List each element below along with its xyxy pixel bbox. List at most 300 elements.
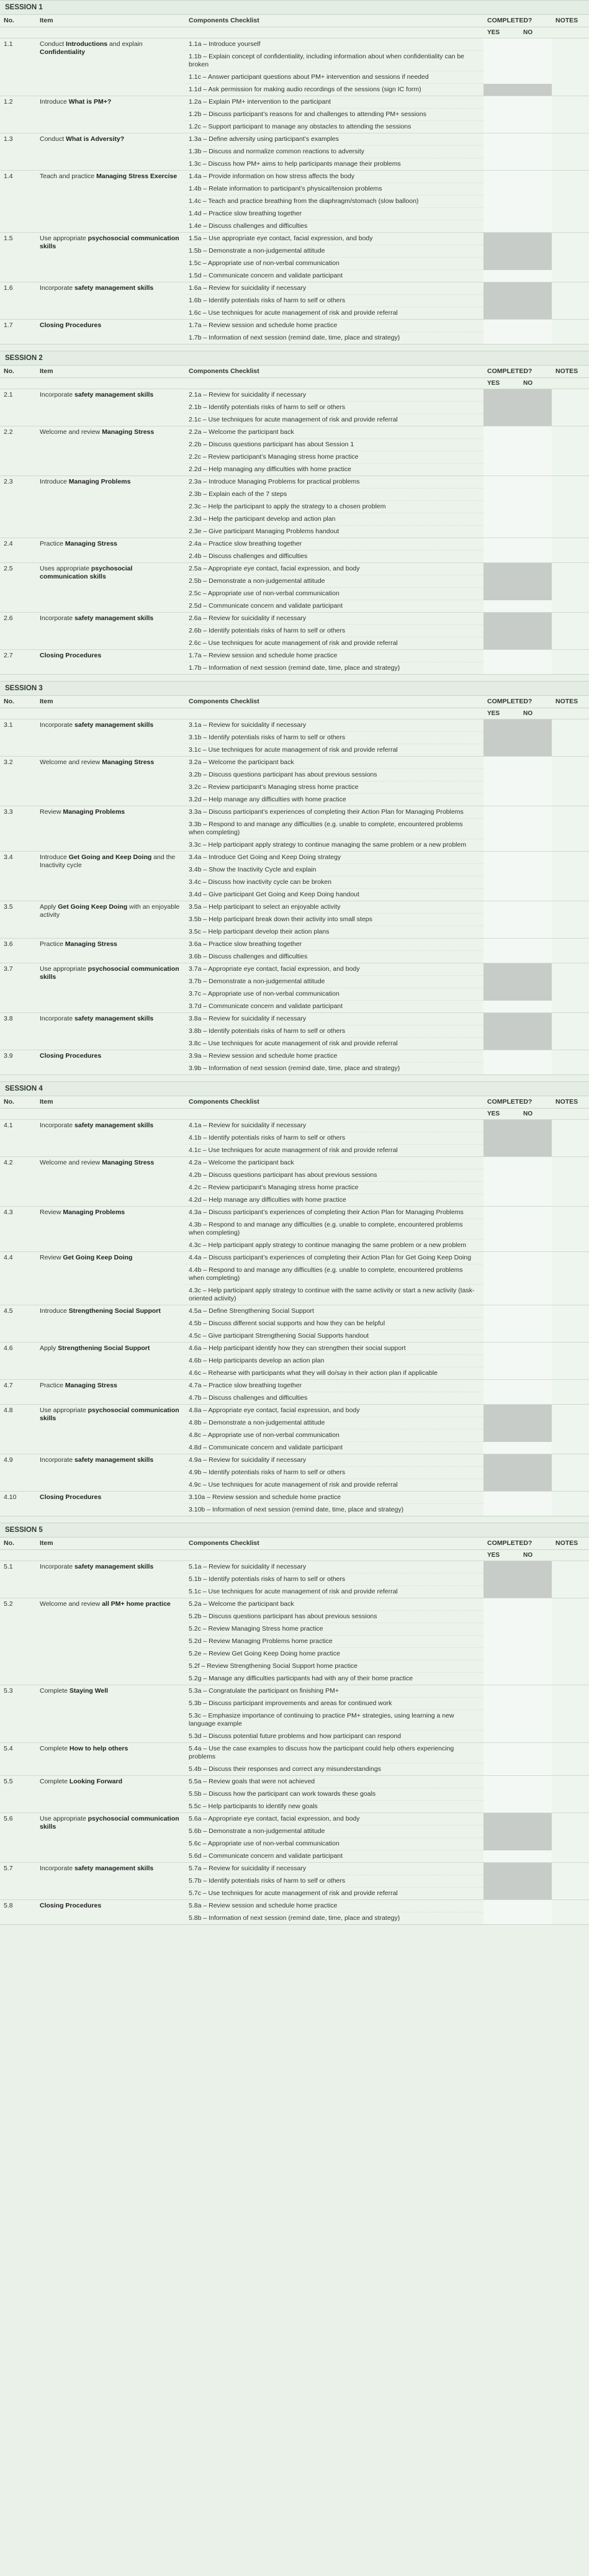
completed-no-cell[interactable] <box>519 951 552 963</box>
notes-cell[interactable] <box>552 1380 589 1392</box>
completed-no-cell[interactable] <box>519 538 552 551</box>
notes-cell[interactable] <box>552 769 589 781</box>
completed-yes-cell[interactable] <box>483 1219 519 1240</box>
completed-no-cell[interactable] <box>519 71 552 84</box>
completed-no-cell[interactable] <box>519 1648 552 1660</box>
completed-yes-cell[interactable] <box>483 208 519 220</box>
notes-cell[interactable] <box>552 513 589 526</box>
notes-cell[interactable] <box>552 819 589 839</box>
notes-cell[interactable] <box>552 551 589 563</box>
notes-cell[interactable] <box>552 926 589 939</box>
completed-yes-cell[interactable] <box>483 245 519 258</box>
notes-cell[interactable] <box>552 1623 589 1636</box>
completed-no-cell[interactable] <box>519 1182 552 1194</box>
completed-no-cell[interactable] <box>519 963 552 976</box>
completed-yes-cell[interactable] <box>483 876 519 889</box>
completed-yes-cell[interactable] <box>483 233 519 245</box>
notes-cell[interactable] <box>552 1430 589 1442</box>
notes-cell[interactable] <box>552 1467 589 1479</box>
completed-yes-cell[interactable] <box>483 307 519 320</box>
completed-yes-cell[interactable] <box>483 1863 519 1875</box>
notes-cell[interactable] <box>552 1698 589 1710</box>
notes-cell[interactable] <box>552 538 589 551</box>
completed-yes-cell[interactable] <box>483 1194 519 1207</box>
completed-no-cell[interactable] <box>519 889 552 901</box>
notes-cell[interactable] <box>552 1025 589 1038</box>
completed-yes-cell[interactable] <box>483 1673 519 1685</box>
completed-no-cell[interactable] <box>519 1063 552 1075</box>
completed-no-cell[interactable] <box>519 439 552 451</box>
completed-yes-cell[interactable] <box>483 1660 519 1673</box>
completed-yes-cell[interactable] <box>483 1343 519 1355</box>
completed-no-cell[interactable] <box>519 1120 552 1132</box>
completed-no-cell[interactable] <box>519 588 552 600</box>
completed-no-cell[interactable] <box>519 96 552 109</box>
completed-no-cell[interactable] <box>519 476 552 489</box>
completed-no-cell[interactable] <box>519 84 552 96</box>
completed-yes-cell[interactable] <box>483 1574 519 1586</box>
notes-cell[interactable] <box>552 1038 589 1050</box>
completed-yes-cell[interactable] <box>483 439 519 451</box>
notes-cell[interactable] <box>552 1492 589 1504</box>
completed-no-cell[interactable] <box>519 1252 552 1264</box>
notes-cell[interactable] <box>552 220 589 233</box>
completed-no-cell[interactable] <box>519 1673 552 1685</box>
notes-cell[interactable] <box>552 464 589 476</box>
notes-cell[interactable] <box>552 1264 589 1285</box>
notes-cell[interactable] <box>552 744 589 757</box>
completed-no-cell[interactable] <box>519 1392 552 1405</box>
completed-yes-cell[interactable] <box>483 426 519 439</box>
completed-no-cell[interactable] <box>519 121 552 133</box>
notes-cell[interactable] <box>552 402 589 414</box>
completed-no-cell[interactable] <box>519 662 552 675</box>
completed-yes-cell[interactable] <box>483 1169 519 1182</box>
notes-cell[interactable] <box>552 1169 589 1182</box>
notes-cell[interactable] <box>552 1405 589 1417</box>
notes-cell[interactable] <box>552 781 589 794</box>
notes-cell[interactable] <box>552 1801 589 1813</box>
completed-no-cell[interactable] <box>519 744 552 757</box>
completed-no-cell[interactable] <box>519 1240 552 1252</box>
completed-yes-cell[interactable] <box>483 1355 519 1367</box>
completed-yes-cell[interactable] <box>483 389 519 402</box>
notes-cell[interactable] <box>552 732 589 744</box>
notes-cell[interactable] <box>552 121 589 133</box>
completed-yes-cell[interactable] <box>483 650 519 662</box>
completed-no-cell[interactable] <box>519 1442 552 1454</box>
notes-cell[interactable] <box>552 1648 589 1660</box>
completed-yes-cell[interactable] <box>483 1038 519 1050</box>
completed-no-cell[interactable] <box>519 233 552 245</box>
completed-no-cell[interactable] <box>519 650 552 662</box>
notes-cell[interactable] <box>552 876 589 889</box>
notes-cell[interactable] <box>552 295 589 307</box>
completed-yes-cell[interactable] <box>483 575 519 588</box>
completed-no-cell[interactable] <box>519 1888 552 1900</box>
notes-cell[interactable] <box>552 1673 589 1685</box>
completed-no-cell[interactable] <box>519 1467 552 1479</box>
completed-no-cell[interactable] <box>519 1405 552 1417</box>
notes-cell[interactable] <box>552 1001 589 1013</box>
completed-yes-cell[interactable] <box>483 625 519 637</box>
completed-yes-cell[interactable] <box>483 1788 519 1801</box>
completed-no-cell[interactable] <box>519 926 552 939</box>
notes-cell[interactable] <box>552 1900 589 1912</box>
notes-cell[interactable] <box>552 864 589 876</box>
completed-yes-cell[interactable] <box>483 976 519 988</box>
notes-cell[interactable] <box>552 71 589 84</box>
completed-no-cell[interactable] <box>519 1863 552 1875</box>
completed-yes-cell[interactable] <box>483 1912 519 1925</box>
completed-yes-cell[interactable] <box>483 1776 519 1788</box>
completed-no-cell[interactable] <box>519 976 552 988</box>
completed-yes-cell[interactable] <box>483 1813 519 1826</box>
notes-cell[interactable] <box>552 939 589 951</box>
completed-no-cell[interactable] <box>519 109 552 121</box>
completed-yes-cell[interactable] <box>483 1132 519 1145</box>
notes-cell[interactable] <box>552 806 589 819</box>
completed-no-cell[interactable] <box>519 414 552 426</box>
completed-yes-cell[interactable] <box>483 600 519 613</box>
completed-no-cell[interactable] <box>519 1355 552 1367</box>
notes-cell[interactable] <box>552 1850 589 1863</box>
notes-cell[interactable] <box>552 1763 589 1776</box>
completed-yes-cell[interactable] <box>483 901 519 914</box>
notes-cell[interactable] <box>552 600 589 613</box>
completed-no-cell[interactable] <box>519 1285 552 1305</box>
completed-no-cell[interactable] <box>519 196 552 208</box>
completed-yes-cell[interactable] <box>483 1367 519 1380</box>
completed-no-cell[interactable] <box>519 1050 552 1063</box>
completed-yes-cell[interactable] <box>483 1120 519 1132</box>
completed-yes-cell[interactable] <box>483 51 519 71</box>
completed-yes-cell[interactable] <box>483 794 519 806</box>
completed-no-cell[interactable] <box>519 769 552 781</box>
notes-cell[interactable] <box>552 963 589 976</box>
notes-cell[interactable] <box>552 233 589 245</box>
notes-cell[interactable] <box>552 1285 589 1305</box>
completed-yes-cell[interactable] <box>483 71 519 84</box>
completed-no-cell[interactable] <box>519 1763 552 1776</box>
completed-no-cell[interactable] <box>519 988 552 1001</box>
completed-yes-cell[interactable] <box>483 744 519 757</box>
completed-yes-cell[interactable] <box>483 588 519 600</box>
notes-cell[interactable] <box>552 320 589 332</box>
completed-no-cell[interactable] <box>519 1788 552 1801</box>
completed-no-cell[interactable] <box>519 208 552 220</box>
notes-cell[interactable] <box>552 1305 589 1318</box>
notes-cell[interactable] <box>552 501 589 513</box>
completed-yes-cell[interactable] <box>483 1636 519 1648</box>
completed-no-cell[interactable] <box>519 1838 552 1850</box>
completed-no-cell[interactable] <box>519 1157 552 1169</box>
completed-yes-cell[interactable] <box>483 757 519 769</box>
notes-cell[interactable] <box>552 650 589 662</box>
notes-cell[interactable] <box>552 1157 589 1169</box>
notes-cell[interactable] <box>552 414 589 426</box>
completed-no-cell[interactable] <box>519 1776 552 1788</box>
completed-yes-cell[interactable] <box>483 1623 519 1636</box>
completed-yes-cell[interactable] <box>483 1698 519 1710</box>
completed-no-cell[interactable] <box>519 1685 552 1698</box>
notes-cell[interactable] <box>552 389 589 402</box>
notes-cell[interactable] <box>552 1875 589 1888</box>
completed-no-cell[interactable] <box>519 1145 552 1157</box>
notes-cell[interactable] <box>552 171 589 183</box>
completed-yes-cell[interactable] <box>483 1838 519 1850</box>
completed-yes-cell[interactable] <box>483 1145 519 1157</box>
notes-cell[interactable] <box>552 109 589 121</box>
completed-no-cell[interactable] <box>519 1636 552 1648</box>
notes-cell[interactable] <box>552 426 589 439</box>
notes-cell[interactable] <box>552 976 589 988</box>
completed-no-cell[interactable] <box>519 1025 552 1038</box>
completed-no-cell[interactable] <box>519 158 552 171</box>
completed-no-cell[interactable] <box>519 51 552 71</box>
completed-no-cell[interactable] <box>519 876 552 889</box>
completed-no-cell[interactable] <box>519 1367 552 1380</box>
completed-yes-cell[interactable] <box>483 1479 519 1492</box>
completed-yes-cell[interactable] <box>483 1182 519 1194</box>
completed-yes-cell[interactable] <box>483 38 519 51</box>
completed-yes-cell[interactable] <box>483 1264 519 1285</box>
notes-cell[interactable] <box>552 51 589 71</box>
completed-yes-cell[interactable] <box>483 414 519 426</box>
notes-cell[interactable] <box>552 1826 589 1838</box>
completed-yes-cell[interactable] <box>483 1731 519 1743</box>
notes-cell[interactable] <box>552 1838 589 1850</box>
notes-cell[interactable] <box>552 270 589 282</box>
notes-cell[interactable] <box>552 1330 589 1343</box>
completed-yes-cell[interactable] <box>483 1454 519 1467</box>
completed-yes-cell[interactable] <box>483 1504 519 1516</box>
notes-cell[interactable] <box>552 1776 589 1788</box>
notes-cell[interactable] <box>552 526 589 538</box>
completed-no-cell[interactable] <box>519 625 552 637</box>
notes-cell[interactable] <box>552 476 589 489</box>
completed-yes-cell[interactable] <box>483 1405 519 1417</box>
completed-no-cell[interactable] <box>519 1305 552 1318</box>
completed-no-cell[interactable] <box>519 1611 552 1623</box>
completed-no-cell[interactable] <box>519 719 552 732</box>
completed-yes-cell[interactable] <box>483 1743 519 1763</box>
completed-yes-cell[interactable] <box>483 551 519 563</box>
notes-cell[interactable] <box>552 451 589 464</box>
notes-cell[interactable] <box>552 1454 589 1467</box>
completed-no-cell[interactable] <box>519 864 552 876</box>
completed-yes-cell[interactable] <box>483 84 519 96</box>
completed-no-cell[interactable] <box>519 389 552 402</box>
completed-yes-cell[interactable] <box>483 96 519 109</box>
notes-cell[interactable] <box>552 84 589 96</box>
completed-no-cell[interactable] <box>519 1698 552 1710</box>
completed-yes-cell[interactable] <box>483 158 519 171</box>
notes-cell[interactable] <box>552 563 589 575</box>
notes-cell[interactable] <box>552 1207 589 1219</box>
notes-cell[interactable] <box>552 183 589 196</box>
completed-no-cell[interactable] <box>519 1561 552 1574</box>
completed-yes-cell[interactable] <box>483 1888 519 1900</box>
completed-yes-cell[interactable] <box>483 1710 519 1731</box>
completed-yes-cell[interactable] <box>483 819 519 839</box>
completed-no-cell[interactable] <box>519 575 552 588</box>
completed-yes-cell[interactable] <box>483 1330 519 1343</box>
notes-cell[interactable] <box>552 1194 589 1207</box>
notes-cell[interactable] <box>552 282 589 295</box>
notes-cell[interactable] <box>552 1367 589 1380</box>
completed-no-cell[interactable] <box>519 270 552 282</box>
notes-cell[interactable] <box>552 852 589 864</box>
completed-no-cell[interactable] <box>519 501 552 513</box>
completed-yes-cell[interactable] <box>483 1586 519 1598</box>
notes-cell[interactable] <box>552 1318 589 1330</box>
completed-no-cell[interactable] <box>519 464 552 476</box>
completed-yes-cell[interactable] <box>483 295 519 307</box>
completed-no-cell[interactable] <box>519 1660 552 1673</box>
completed-yes-cell[interactable] <box>483 1305 519 1318</box>
completed-no-cell[interactable] <box>519 526 552 538</box>
completed-no-cell[interactable] <box>519 1492 552 1504</box>
completed-no-cell[interactable] <box>519 320 552 332</box>
completed-yes-cell[interactable] <box>483 451 519 464</box>
completed-no-cell[interactable] <box>519 1574 552 1586</box>
completed-yes-cell[interactable] <box>483 1685 519 1698</box>
notes-cell[interactable] <box>552 208 589 220</box>
notes-cell[interactable] <box>552 901 589 914</box>
completed-no-cell[interactable] <box>519 1801 552 1813</box>
notes-cell[interactable] <box>552 1586 589 1598</box>
completed-no-cell[interactable] <box>519 839 552 852</box>
completed-yes-cell[interactable] <box>483 121 519 133</box>
notes-cell[interactable] <box>552 1145 589 1157</box>
completed-yes-cell[interactable] <box>483 1252 519 1264</box>
notes-cell[interactable] <box>552 96 589 109</box>
completed-no-cell[interactable] <box>519 806 552 819</box>
completed-no-cell[interactable] <box>519 258 552 270</box>
completed-yes-cell[interactable] <box>483 1850 519 1863</box>
completed-yes-cell[interactable] <box>483 1157 519 1169</box>
notes-cell[interactable] <box>552 196 589 208</box>
completed-no-cell[interactable] <box>519 757 552 769</box>
completed-no-cell[interactable] <box>519 220 552 233</box>
completed-no-cell[interactable] <box>519 489 552 501</box>
completed-yes-cell[interactable] <box>483 501 519 513</box>
notes-cell[interactable] <box>552 1355 589 1367</box>
completed-no-cell[interactable] <box>519 513 552 526</box>
notes-cell[interactable] <box>552 1050 589 1063</box>
completed-yes-cell[interactable] <box>483 133 519 146</box>
completed-yes-cell[interactable] <box>483 402 519 414</box>
notes-cell[interactable] <box>552 575 589 588</box>
completed-yes-cell[interactable] <box>483 1013 519 1025</box>
notes-cell[interactable] <box>552 1479 589 1492</box>
completed-yes-cell[interactable] <box>483 662 519 675</box>
completed-yes-cell[interactable] <box>483 839 519 852</box>
completed-no-cell[interactable] <box>519 901 552 914</box>
notes-cell[interactable] <box>552 757 589 769</box>
notes-cell[interactable] <box>552 332 589 345</box>
notes-cell[interactable] <box>552 1240 589 1252</box>
completed-no-cell[interactable] <box>519 1264 552 1285</box>
notes-cell[interactable] <box>552 637 589 650</box>
completed-no-cell[interactable] <box>519 1586 552 1598</box>
completed-yes-cell[interactable] <box>483 109 519 121</box>
completed-yes-cell[interactable] <box>483 889 519 901</box>
completed-yes-cell[interactable] <box>483 988 519 1001</box>
completed-yes-cell[interactable] <box>483 864 519 876</box>
notes-cell[interactable] <box>552 1561 589 1574</box>
completed-yes-cell[interactable] <box>483 171 519 183</box>
completed-no-cell[interactable] <box>519 426 552 439</box>
completed-no-cell[interactable] <box>519 600 552 613</box>
completed-no-cell[interactable] <box>519 637 552 650</box>
completed-yes-cell[interactable] <box>483 637 519 650</box>
completed-yes-cell[interactable] <box>483 563 519 575</box>
completed-no-cell[interactable] <box>519 1380 552 1392</box>
completed-yes-cell[interactable] <box>483 1492 519 1504</box>
notes-cell[interactable] <box>552 38 589 51</box>
completed-no-cell[interactable] <box>519 1013 552 1025</box>
notes-cell[interactable] <box>552 662 589 675</box>
completed-yes-cell[interactable] <box>483 781 519 794</box>
completed-no-cell[interactable] <box>519 852 552 864</box>
completed-no-cell[interactable] <box>519 819 552 839</box>
completed-yes-cell[interactable] <box>483 914 519 926</box>
notes-cell[interactable] <box>552 258 589 270</box>
completed-no-cell[interactable] <box>519 1623 552 1636</box>
completed-no-cell[interactable] <box>519 451 552 464</box>
completed-no-cell[interactable] <box>519 1219 552 1240</box>
completed-yes-cell[interactable] <box>483 769 519 781</box>
completed-no-cell[interactable] <box>519 183 552 196</box>
completed-yes-cell[interactable] <box>483 852 519 864</box>
completed-yes-cell[interactable] <box>483 719 519 732</box>
completed-no-cell[interactable] <box>519 307 552 320</box>
notes-cell[interactable] <box>552 1343 589 1355</box>
completed-yes-cell[interactable] <box>483 939 519 951</box>
completed-yes-cell[interactable] <box>483 1063 519 1075</box>
completed-yes-cell[interactable] <box>483 332 519 345</box>
completed-no-cell[interactable] <box>519 914 552 926</box>
completed-no-cell[interactable] <box>519 1001 552 1013</box>
completed-no-cell[interactable] <box>519 1417 552 1430</box>
notes-cell[interactable] <box>552 1182 589 1194</box>
completed-yes-cell[interactable] <box>483 1207 519 1219</box>
completed-no-cell[interactable] <box>519 1479 552 1492</box>
notes-cell[interactable] <box>552 158 589 171</box>
notes-cell[interactable] <box>552 1710 589 1731</box>
completed-yes-cell[interactable] <box>483 926 519 939</box>
completed-no-cell[interactable] <box>519 1813 552 1826</box>
completed-yes-cell[interactable] <box>483 1826 519 1838</box>
completed-no-cell[interactable] <box>519 1038 552 1050</box>
completed-yes-cell[interactable] <box>483 1001 519 1013</box>
completed-yes-cell[interactable] <box>483 1392 519 1405</box>
completed-no-cell[interactable] <box>519 402 552 414</box>
completed-no-cell[interactable] <box>519 1343 552 1355</box>
notes-cell[interactable] <box>552 1685 589 1698</box>
completed-yes-cell[interactable] <box>483 1417 519 1430</box>
completed-yes-cell[interactable] <box>483 1285 519 1305</box>
completed-yes-cell[interactable] <box>483 526 519 538</box>
completed-yes-cell[interactable] <box>483 513 519 526</box>
completed-yes-cell[interactable] <box>483 320 519 332</box>
completed-yes-cell[interactable] <box>483 1900 519 1912</box>
completed-no-cell[interactable] <box>519 245 552 258</box>
notes-cell[interactable] <box>552 613 589 625</box>
completed-yes-cell[interactable] <box>483 732 519 744</box>
